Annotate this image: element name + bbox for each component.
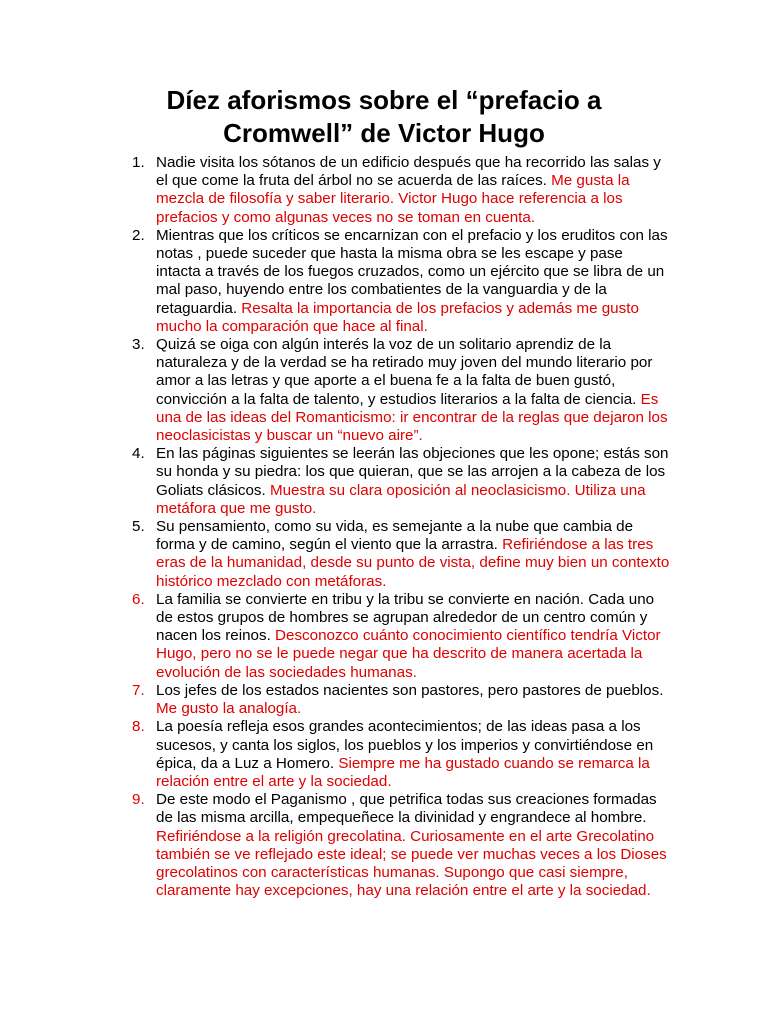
item-number: 7. — [132, 681, 145, 699]
annotation-text: Muestra su clara oposición al neoclasicismo. Utiliza una metáfora que me gusto. — [156, 481, 646, 517]
annotation-text: Refiriéndose a la religión grecolatina. Curiosamente en el arte Grecolatino también se ve reflejado este ideal; se puede ver muchas veces a los Dioses grecolatinos con características humanas. Supongo que casi siempre, claramente hay excepciones, hay una relación entre el arte y la sociedad. — [156, 827, 667, 900]
aphorism-text: En las páginas siguientes se leerán las objeciones que les opone; estás son su honda y su piedra: los que quieran, que se las arrojen a la cabeza de los Goliats clásicos. — [156, 445, 669, 499]
item-number: 9. — [132, 791, 145, 809]
aphorism-item-9 — [110, 791, 670, 900]
item-number: 1. — [132, 154, 145, 171]
aphorism-list — [110, 154, 670, 900]
title-line-2: Cromwell” de Victor Hugo — [223, 118, 545, 148]
aphorism-item-3 — [110, 336, 670, 445]
aphorism-text: Quizá se oiga con algún interés la voz de un solitario aprendiz de la naturaleza y de la verdad se ha retirado muy joven del mundo literario por amor a las letras y que aporte a el buena fe a la falta de buen gustó, convicción a la falta de talento, y estudios literarios a la falta de ciencia. — [156, 336, 653, 408]
aphorism-text: Nadie visita los sótanos de un edificio después que ha recorrido las salas y el que come la fruta del árbol no se acuerda de las raíces. — [156, 154, 661, 190]
aphorism-item-4 — [110, 445, 670, 518]
aphorism-text: Los jefes de los estados nacientes son pastores, pero pastores de pueblos. — [156, 681, 664, 699]
annotation-text: Me gusto la analogía. — [156, 700, 302, 718]
aphorism-item-1 — [110, 154, 670, 227]
aphorism-text: La poesía refleja esos grandes acontecimientos; de las ideas pasa a los sucesos, y canta los siglos, los pueblos y los imperios y convirtiéndose en épica, da a Luz a Homero. — [156, 718, 654, 772]
item-number: 6. — [132, 590, 145, 608]
aphorism-item-5 — [110, 518, 670, 591]
aphorism-text: La familia se convierte en tribu y la tribu se convierte en nación. Cada uno de estos grupos de hombres se agrupan alrededor de un centro común y nacen los reinos. — [156, 590, 655, 645]
title-line-1: Díez aforismos sobre el “prefacio a — [166, 85, 602, 115]
aphorism-text: De este modo el Paganismo , que petrifica todas sus creaciones formadas de las misma arcilla, empequeñece la divinidad y engrandece al hombre. — [156, 791, 657, 827]
aphorism-item-2 — [110, 227, 670, 336]
aphorism-item-7 — [110, 682, 670, 718]
annotation-text: Siempre me ha gustado cuando se remarca la relación entre el arte y la sociedad. — [156, 754, 650, 790]
aphorism-text: Mientras que los críticos se encarnizan con el prefacio y los eruditos con las notas , puede suceder que hasta la misma obra se les escape y pase intacta a través de los fuegos cruzados, como un ejército que se libra de un mal paso, huyendo entre los combatientes de la vanguardia y de la retaguardia. — [156, 226, 668, 317]
item-number: 8. — [132, 718, 145, 736]
item-number: 4. — [132, 445, 145, 463]
item-number: 2. — [132, 226, 145, 244]
annotation-text: Es una de las ideas del Romanticismo: ir encontrar de la reglas que dejaron los neoclasicistas y buscar un “nuevo aire”. — [156, 390, 668, 445]
annotation-text: Refiriéndose a las tres eras de la humanidad, desde su punto de vista, define muy bien un contexto histórico mezclado con metáforas. — [156, 536, 670, 590]
annotation-text: Resalta la importancia de los prefacios y además me gusto mucho la comparación que hace al final. — [156, 299, 639, 335]
document-title — [100, 84, 668, 150]
item-number: 5. — [132, 518, 145, 536]
annotation-text: Me gusta la mezcla de filosofía y saber literario. Victor Hugo hace referencia a los prefacios y como algunas veces no se toman en cuenta. — [156, 172, 630, 226]
item-number: 3. — [132, 336, 145, 354]
aphorism-item-6 — [110, 591, 670, 682]
annotation-text: Desconozco cuánto conocimiento científico tendría Victor Hugo, pero no se le puede negar que ha descrito de manera acertada la evolución de las sociedades humanas. — [156, 627, 661, 681]
aphorism-item-8 — [110, 718, 670, 791]
aphorism-text: Su pensamiento, como su vida, es semejante a la nube que cambia de forma y de camino, según el viento que la arrastra. — [156, 518, 634, 554]
